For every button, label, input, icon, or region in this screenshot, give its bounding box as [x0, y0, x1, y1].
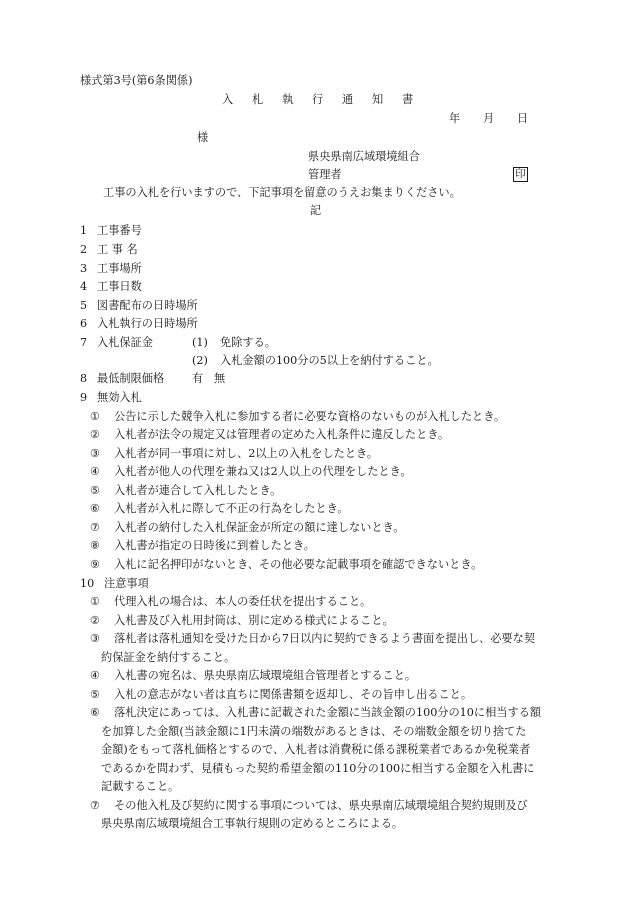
item-number: 5 [80, 299, 88, 312]
invalid-mark: ③ [90, 447, 101, 460]
ki-heading: 記 [310, 204, 322, 217]
item-number: 7 [80, 336, 88, 349]
deposit-option-number: (1) [192, 336, 208, 349]
item-label: 工 事 名 [97, 243, 138, 256]
note-line: 約保証金を納付すること。 [101, 651, 236, 664]
note-line: 入札書及び入札用封筒は、別に定める様式によること。 [114, 614, 394, 627]
deposit-label: 入札保証金 [97, 336, 153, 349]
invalid-text: 入札に記名押印がないとき、その他必要な記載事項を確認できないとき。 [114, 558, 483, 571]
item-label: 工事日数 [97, 280, 142, 293]
title-char: 通 [342, 93, 354, 106]
intro-text: 工事の入札を行いますので、下記事項を留意のうえお集まりください。 [103, 186, 461, 199]
item-number: 6 [80, 317, 88, 330]
item-label: 入札執行の日時場所 [97, 317, 198, 330]
note-line: 落札決定にあっては、入札書に記載された金額に当該金額の100分の10に相当する額 [114, 706, 542, 719]
invalid-text: 入札者が入札に際して不正の行為をしたとき。 [114, 502, 349, 515]
invalid-mark: ⑧ [90, 539, 101, 552]
form-label: 様式第3号(第6条関係) [80, 74, 193, 87]
invalid-mark: ④ [90, 465, 101, 478]
item-number: 3 [80, 262, 88, 275]
note-line: 県央県南広域環境組合工事執行規則の定めるところによる。 [101, 817, 404, 830]
title-char: 行 [312, 93, 324, 106]
item-label: 工事場所 [97, 262, 142, 275]
seal-box-wrap [513, 167, 528, 182]
note-line: 記載すること。 [101, 780, 180, 793]
note-line: 代理入札の場合は、本人の委任状を提出すること。 [114, 595, 372, 608]
title-char: 知 [372, 93, 384, 106]
note-line: を加算した金額(当該金額に1円未満の端数があるときは、その端数金額を切り捨てた [101, 725, 527, 738]
notes-label: 注意事項 [104, 577, 149, 590]
item-number: 10 [80, 577, 95, 590]
date-day: 日 [517, 112, 529, 125]
seal-mark: 印 [513, 167, 528, 182]
item-number: 1 [80, 224, 88, 237]
note-line: であるかを問わず、見積もった契約希望金額の110分の100に相当する金額を入札書に [101, 762, 535, 775]
note-mark: ④ [90, 669, 101, 682]
note-mark: ② [90, 614, 101, 627]
note-line: 入札の意志がない者は直ちに関係書類を返却し、その旨申し出ること。 [114, 688, 473, 701]
title-char: 入 [222, 93, 234, 106]
deposit-option-text: 免除する。 [220, 336, 276, 349]
invalid-text: 入札者が連合して入札したとき。 [114, 484, 282, 497]
note-line: 入札書の宛名は、県央県南広域環境組合管理者とすること。 [114, 669, 417, 682]
min-price-label: 最低制限価格 [97, 372, 165, 385]
note-line: その他入札及び契約に関する事項については、県央県南広域環境組合契約規則及び [114, 799, 528, 812]
note-line: 落札者は落札通知を受けた日から7日以内に契約できるよう書面を提出し、必要な契 [114, 632, 536, 645]
note-mark: ⑤ [90, 688, 101, 701]
min-price-no: 無 [214, 372, 226, 385]
min-price-yes: 有 [192, 372, 204, 385]
item-number: 2 [80, 243, 88, 256]
title-char: 書 [402, 93, 414, 106]
sender-organization: 県央県南広域環境組合 [308, 150, 420, 163]
invalid-text: 入札者が同一事項に対し、2以上の入札をしたとき。 [114, 447, 378, 460]
item-number: 9 [80, 391, 88, 404]
invalid-mark: ② [90, 428, 101, 441]
invalid-text: 入札書が指定の日時後に到着したとき。 [114, 539, 315, 552]
item-label: 工事番号 [97, 224, 142, 237]
sender-role: 管理者 [308, 168, 342, 181]
invalid-text: 入札者が法令の規定又は管理者の定めた入札条件に違反したとき。 [114, 428, 450, 441]
date-year: 年 [449, 112, 461, 125]
invalid-text: 入札者が他人の代理を兼ね又は2人以上の代理をしたとき。 [114, 465, 412, 478]
item-label: 図書配布の日時場所 [97, 299, 198, 312]
date-month: 月 [483, 112, 495, 125]
note-mark: ③ [90, 632, 101, 645]
invalid-mark: ⑨ [90, 558, 101, 571]
note-mark: ⑦ [90, 799, 101, 812]
document-title [222, 93, 413, 107]
item-number: 8 [80, 372, 88, 385]
invalid-text: 公告に示した競争入札に参加する者に必要な資格のないものが入札したとき。 [114, 410, 506, 423]
invalid-mark: ⑥ [90, 502, 101, 515]
addressee-suffix: 様 [197, 131, 209, 144]
invalid-text: 入札者の納付した入札保証金が所定の額に達しないとき。 [114, 521, 405, 534]
title-char: 執 [282, 93, 294, 106]
deposit-option-text: 入札金額の100分の5以上を納付すること。 [220, 354, 439, 367]
note-mark: ⑥ [90, 706, 101, 719]
title-char: 札 [252, 93, 264, 106]
item-number: 4 [80, 280, 88, 293]
deposit-option-number: (2) [192, 354, 208, 367]
note-line: 金額)をもって落札価格とするので、入札者は消費税に係る課税業者であるか免税業者 [101, 743, 531, 756]
invalid-mark: ① [90, 410, 101, 423]
invalid-label: 無効入札 [97, 391, 142, 404]
note-mark: ① [90, 595, 101, 608]
invalid-mark: ⑤ [90, 484, 101, 497]
invalid-mark: ⑦ [90, 521, 101, 534]
